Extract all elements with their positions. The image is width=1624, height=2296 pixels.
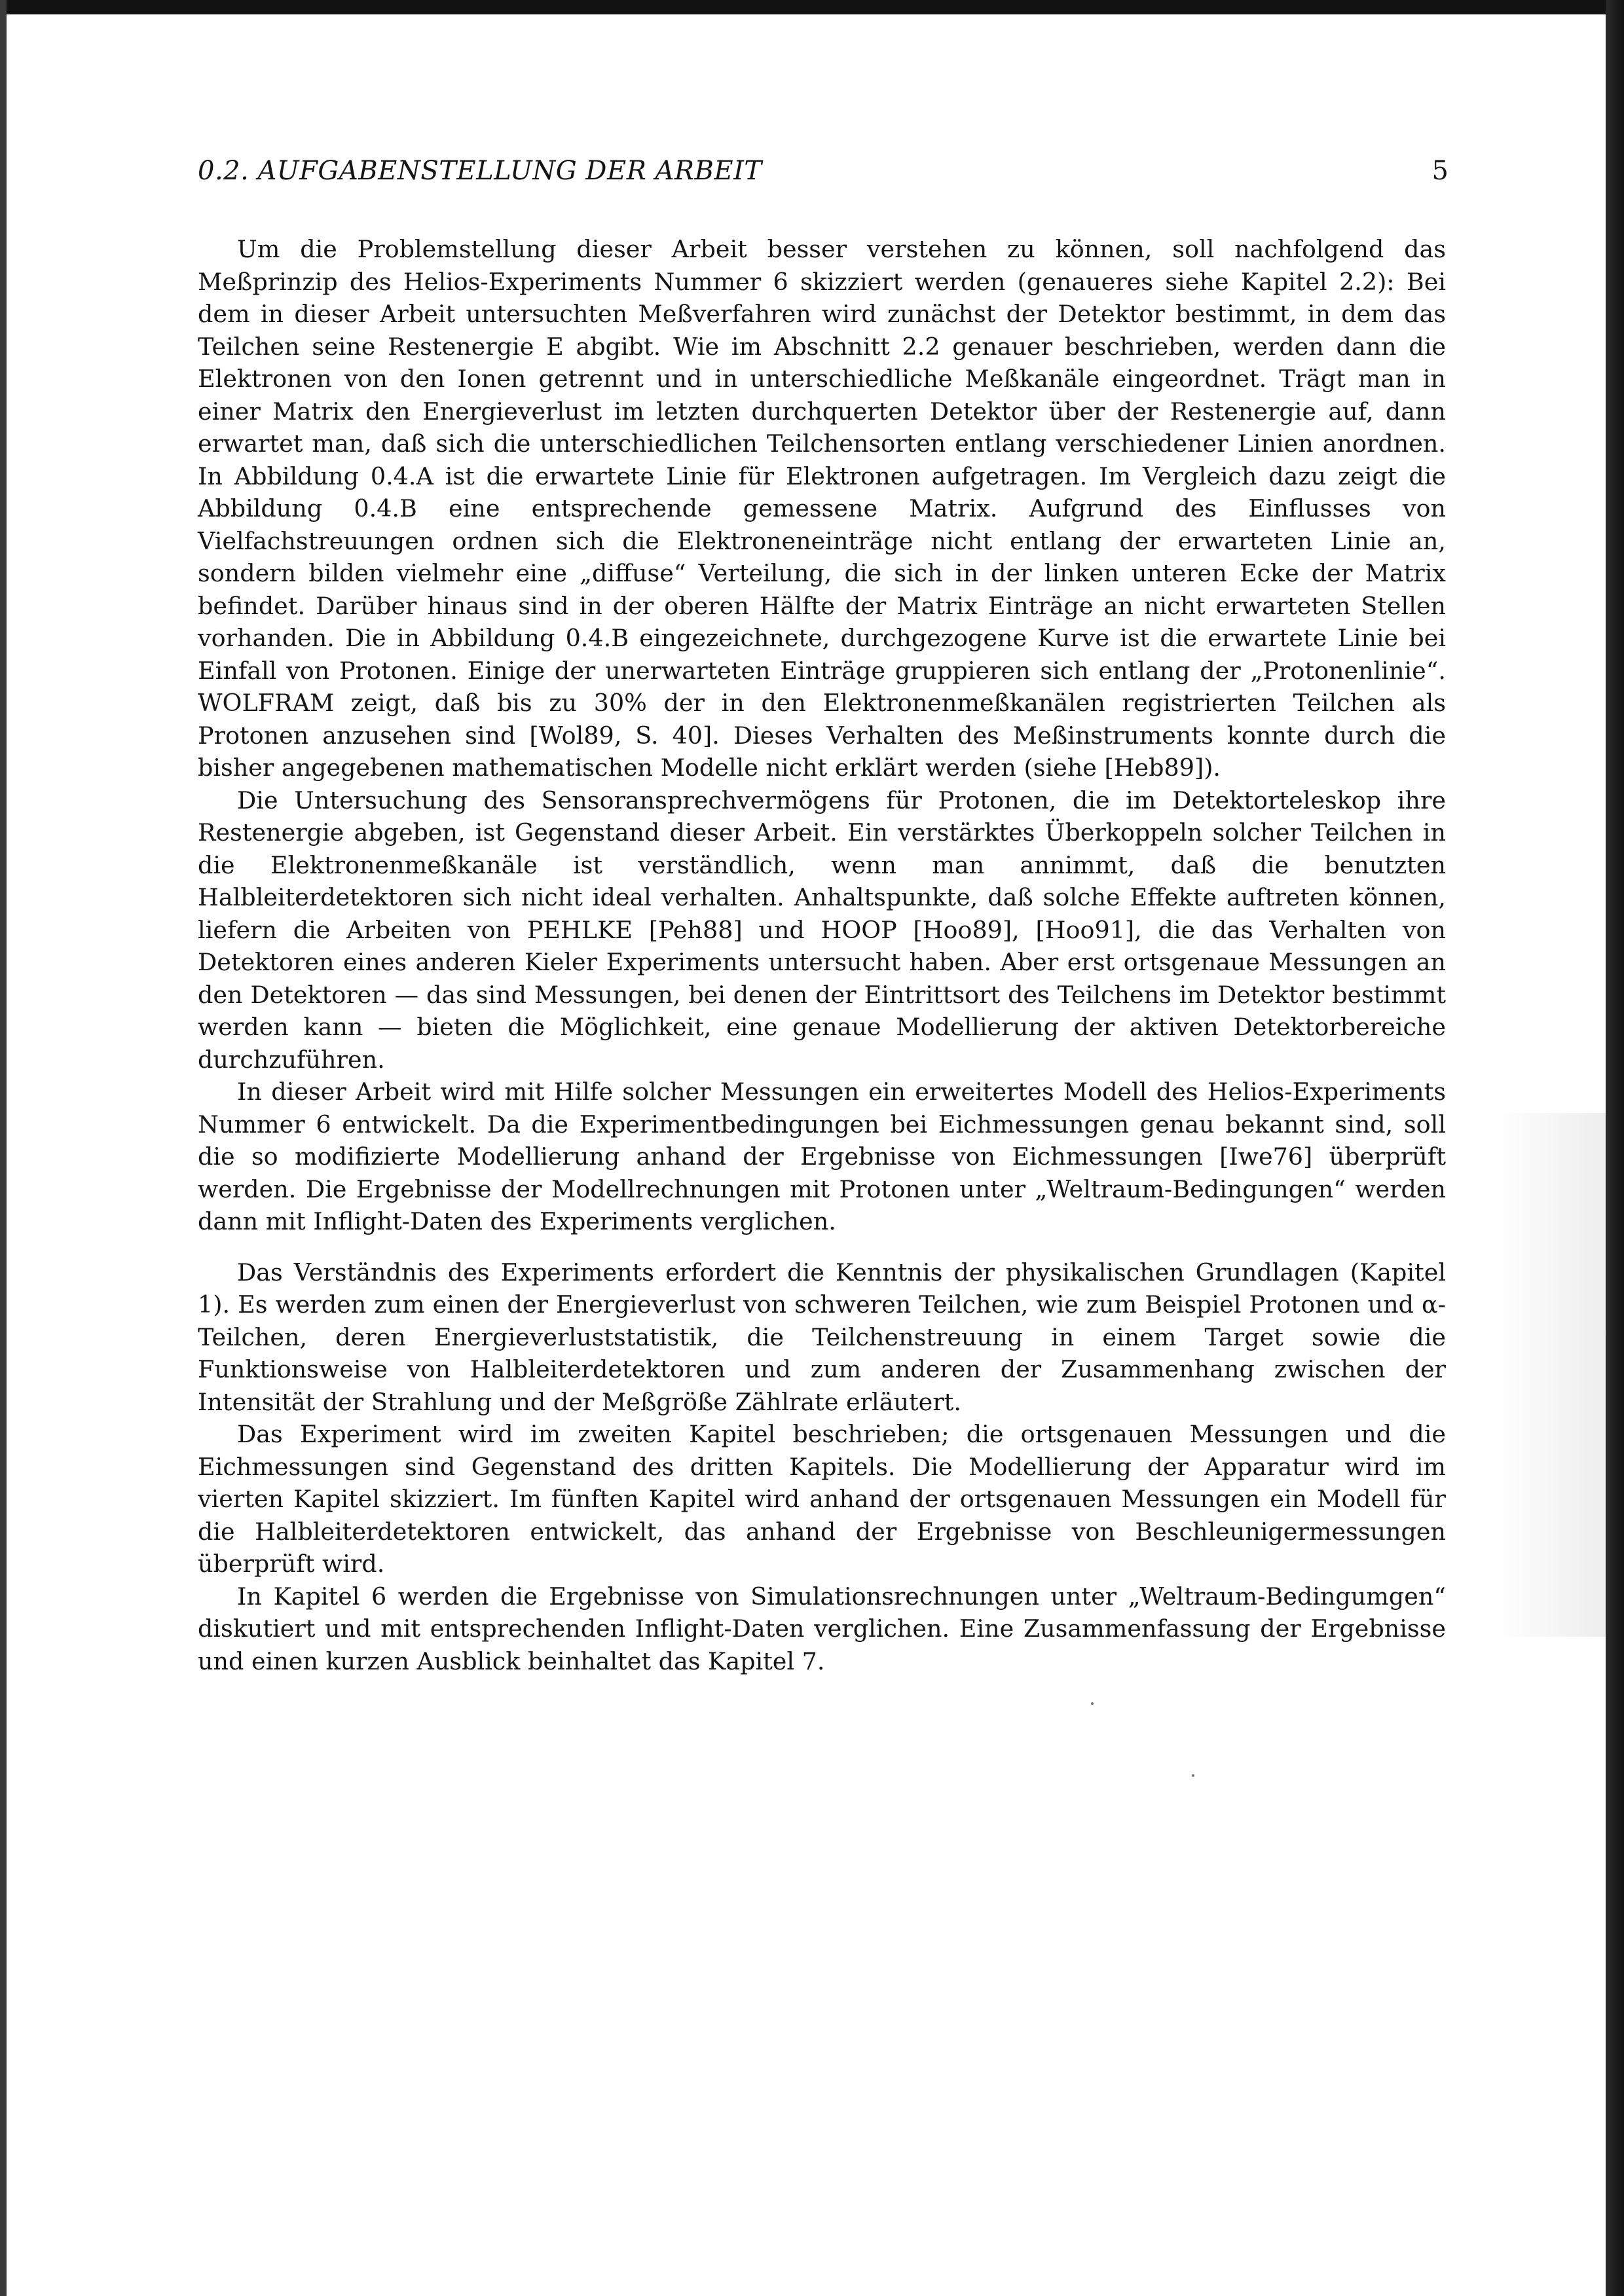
paragraph-sensor-response: Die Untersuchung des Sensoransprechvermögens für Protonen, die im Detektorteleskop ihre Restenergie abgeben, ist Gegenstand dieser Arbeit. Ein verstärktes Überkoppeln solcher Teilchen in die Elektronenmeßkanäle ist verständlich, wenn man annimmt, daß die benutzten Halbleiterdetektoren sich nicht ideal verhalten. Anhaltspunkte, daß solche Effekte auftreten können, liefern die Arbeiten von PEHLKE [Peh88] und HOOP [Hoo89], [Hoo91], die das Verhalten von Detektoren eines anderen Kieler Experiments untersucht haben. Aber erst ortsgenaue Messungen an den Detektoren — das sind Messungen, bei denen der Eintrittsort des Teilchens im Detektor bestimmt werden kann — bieten die Möglichkeit, eine genaue Modellierung der aktiven Detektorbereiche durchzuführen. [198, 786, 1446, 1074]
paragraph-physical-basics: Das Verständnis des Experiments erfordert die Kenntnis der physikalischen Grundlagen (Kapitel 1). Es werden zum einen der Energieverlust von schweren Teilchen, wie zum Beispiel Protonen und α-Teilchen, deren Energieverluststatistik, die Teilchenstreuung in einem Target sowie die Funktionsweise von Halbleiterdetektoren und zum anderen der Zusammenhang zwischen der Intensität der Strahlung und der Meßgröße Zählrate erläutert. [198, 1258, 1446, 1416]
running-header [198, 156, 1449, 189]
scan-shadow [1494, 1113, 1606, 1637]
paragraph-chapter-overview: Das Experiment wird im zweiten Kapitel beschrieben; die ortsgenauen Messungen und die Eichmessungen sind Gegenstand des dritten Kapitels. Die Modellierung der Apparatur wird im vierten Kapitel skizziert. Im fünften Kapitel wird anhand der ortsgenauen Messungen ein Modell für die Halbleiterdetektoren entwickelt, das anhand der Ergebnisse von Beschleunigermessungen überprüft wird. [198, 1420, 1446, 1578]
paragraph-extended-model: In dieser Arbeit wird mit Hilfe solcher Messungen ein erweitertes Modell des Helios-Experiments Nummer 6 entwickelt. Da die Experimentbedingungen bei Eichmessungen genau bekannt sind, soll die so modifizierte Modellierung anhand der Ergebnisse von Eichmessungen [Iwe76] überprüft werden. Die Ergebnisse der Modellrechnungen mit Protonen unter „Weltraum-Bedingungen“ werden dann mit Inflight-Daten des Experiments verglichen. [198, 1078, 1446, 1235]
paragraph-measurement-principle: Um die Problemstellung dieser Arbeit besser verstehen zu können, soll nachfolgend das Meßprinzip des Helios-Experiments Nummer 6 skizziert werden (genaueres siehe Kapitel 2.2): Bei dem in dieser Arbeit untersuchten Meßverfahren wird zunächst der Detektor bestimmt, in dem das Teilchen seine Restenergie E abgibt. Wie im Abschnitt 2.2 genauer beschrieben, werden dann die Elektronen von den Ionen getrennt und in unterschiedliche Meßkanäle eingeordnet. Trägt man in einer Matrix den Energieverlust im letzten durchquerten Detektor über der Restenergie auf, dann erwartet man, daß sich die unterschiedlichen Teilchensorten entlang verschiedener Linien anordnen. In Abbildung 0.4.A ist die erwartete Linie für Elektronen aufgetragen. Im Vergleich dazu zeigt die Abbildung 0.4.B eine entsprechende gemessene Matrix. Aufgrund des Einflusses von Vielfachstreuungen ordnen sich die Elektroneneinträge nicht entlang der erwarteten Linie an, sondern bilden vielmehr eine „diffuse“ Verteilung, die sich in der linken unteren Ecke der Matrix befindet. Darüber hinaus sind in der oberen Hälfte der Matrix Einträge an nicht erwarteten Stellen vorhanden. Die in Abbildung 0.4.B eingezeichnete, durchgezogene Kurve ist die erwartete Linie bei Einfall von Protonen. Einige der unerwarteten Einträge gruppieren sich entlang der „Protonenlinie“. WOLFRAM zeigt, daß bis zu 30% der in den Elektronenmeßkanälen registrierten Teilchen als Protonen anzusehen sind [Wol89, S. 40]. Dieses Verhalten des Meßinstruments konnte durch die bisher angegebenen mathematischen Modelle nicht erklärt werden (siehe [Heb89]). [198, 235, 1446, 782]
scan-border-left [0, 0, 7, 2296]
paragraph-gap [198, 1238, 1446, 1256]
page-number: 5 [1431, 156, 1449, 186]
body-text [198, 233, 1446, 1677]
scan-speck [1192, 1774, 1194, 1777]
section-title: 0.2. AUFGABENSTELLUNG DER ARBEIT [198, 156, 762, 186]
scan-border-top [0, 0, 1624, 14]
paragraph-chapter-six-seven: In Kapitel 6 werden die Ergebnisse von Simulationsrechnungen unter „Weltraum-Bedingumgen“ diskutiert und mit entsprechenden Inflight-Daten verglichen. Eine Zusammenfassung der Ergebnisse und einen kurzen Ausblick beinhaltet das Kapitel 7. [198, 1582, 1446, 1675]
scan-border-right [1606, 0, 1624, 2296]
scan-speck [1091, 1702, 1094, 1705]
